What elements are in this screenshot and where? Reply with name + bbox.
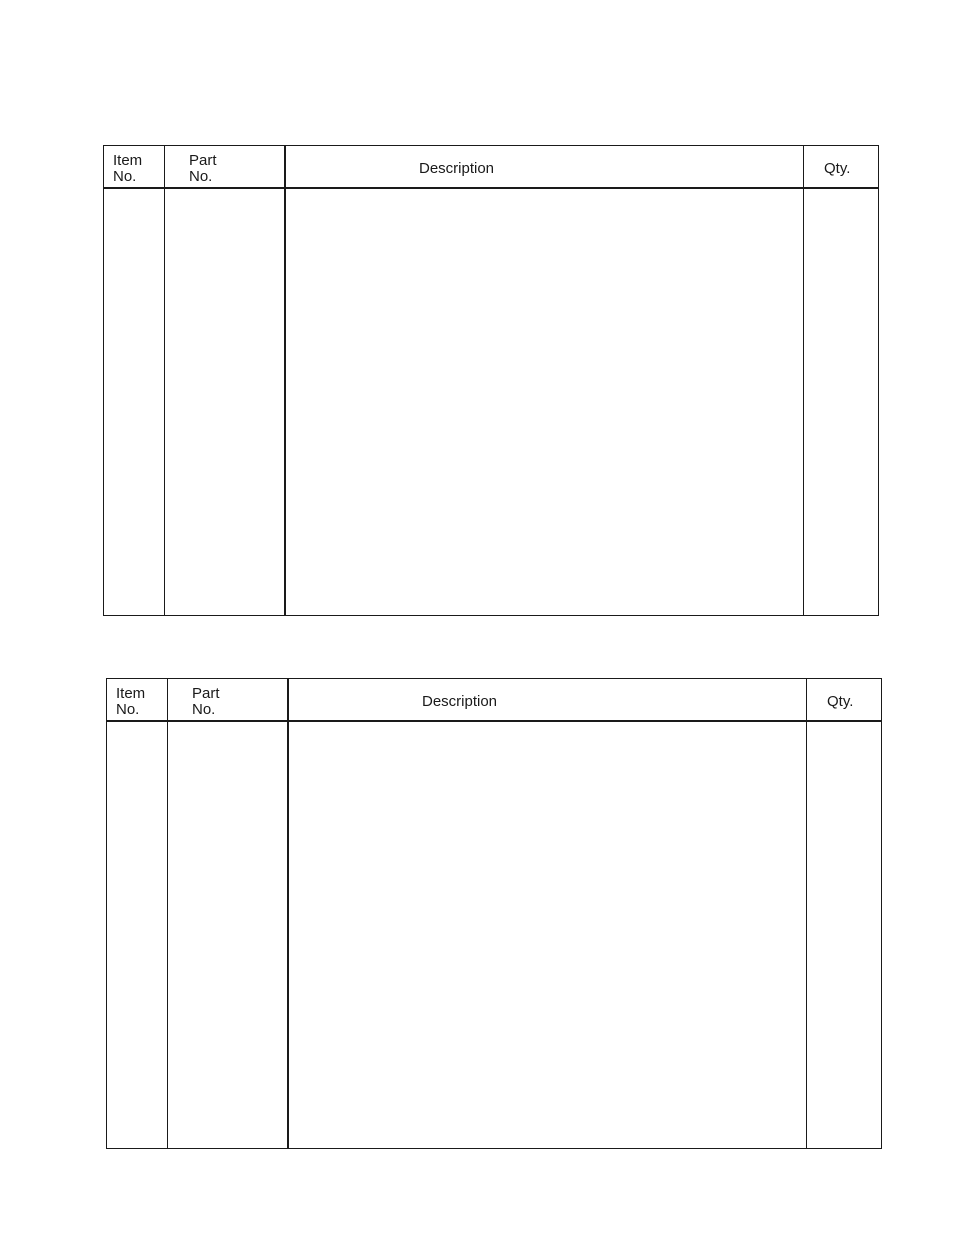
header-item-no	[116, 686, 145, 718]
header-part-line1: Part	[189, 152, 217, 169]
header-part-no	[189, 153, 217, 185]
column-divider-part	[287, 679, 289, 1148]
parts-table-1	[103, 145, 879, 616]
parts-table-2	[106, 678, 882, 1149]
header-item-line2: No.	[116, 701, 140, 718]
column-divider-part	[284, 146, 286, 615]
header-item-line2: No.	[113, 168, 137, 185]
header-item-line1: Item	[113, 152, 143, 169]
column-divider-description	[803, 146, 804, 615]
header-item-no	[113, 153, 142, 185]
header-part-line1: Part	[192, 685, 220, 702]
column-divider-item	[167, 679, 168, 1148]
header-item-line1: Item	[116, 685, 146, 702]
column-divider-item	[164, 146, 165, 615]
header-part-line2: No.	[192, 701, 216, 718]
header-description: Description	[422, 693, 498, 710]
header-qty: Qty.	[827, 693, 854, 710]
column-divider-description	[806, 679, 807, 1148]
header-divider	[104, 187, 878, 189]
header-part-no	[192, 686, 220, 718]
header-description: Description	[419, 160, 495, 177]
header-qty: Qty.	[824, 160, 851, 177]
header-part-line2: No.	[189, 168, 213, 185]
header-divider	[107, 720, 881, 722]
